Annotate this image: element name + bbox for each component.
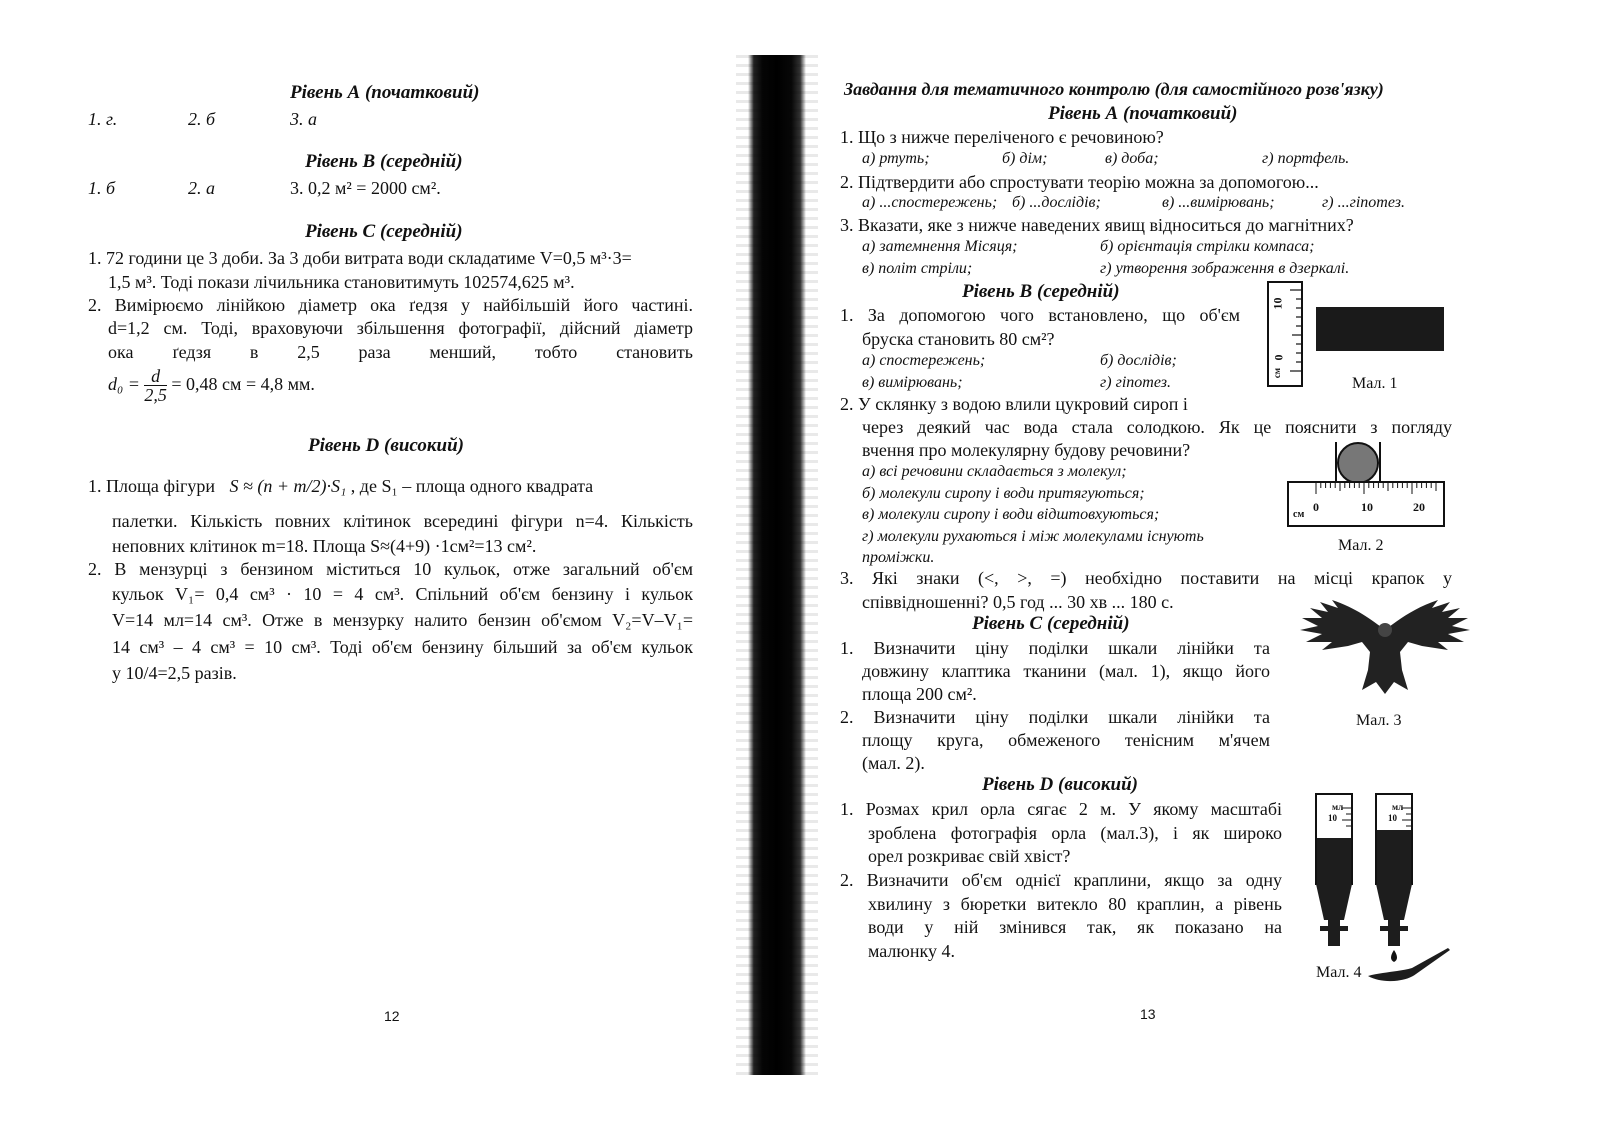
level-d-line-5: V=14 мл=14 см³. Отже в мензурку налито бензин об'ємом V₂=V–V₁=: [112, 610, 693, 630]
right-d-q2-line-2: хвилину з бюретки витекло 80 краплин, а рівень: [868, 894, 1282, 914]
right-b-q1-line-2: бруска становить 80 см²?: [862, 329, 1055, 349]
level-d-line-1: палетки. Кількість повних клітинок всередині фігури n=4. Кількість: [112, 511, 693, 531]
right-a-q2-opt-c: в) ...вимірювань;: [1162, 194, 1275, 211]
right-level-d-title: Рівень D (високий): [982, 774, 1138, 795]
right-c-q2-line-3: (мал. 2).: [862, 753, 925, 773]
fig1-label-bottom: 0: [1271, 354, 1286, 361]
right-level-b-title: Рівень В (середній): [962, 281, 1120, 302]
fig1-caption: Мал. 1: [1352, 375, 1398, 392]
right-d-q1-line-3: орел розкриває свій хвіст?: [868, 846, 1071, 866]
answer-b2: 2. а: [188, 178, 215, 198]
fig4-unit-1: мл: [1332, 802, 1344, 812]
right-a-q1-opt-b: б) дім;: [1002, 150, 1048, 167]
page-number-right: 13: [1140, 1006, 1156, 1022]
fig1-label-top: 10: [1270, 297, 1285, 310]
right-b-q3-line-2: співвідношенні? 0,5 год ... 30 хв ... 180 с.: [862, 592, 1174, 612]
fig2-ruler-drawing: [1286, 440, 1450, 530]
formula-d0-rhs: = 0,48 см = 4,8 мм.: [171, 374, 315, 394]
level-d-q1-end: , де S₁ – площа одного квадрата: [350, 476, 594, 496]
fig4-caption: Мал. 4: [1316, 964, 1362, 981]
right-b-q1-opt-d: г) гіпотез.: [1100, 374, 1171, 391]
right-d-q2-line-3: води у ній змінився так, як показано на: [868, 917, 1282, 937]
right-c-q1-line-3: площа 200 см².: [862, 684, 977, 704]
right-b-q2-opt-b: б) молекули сиропу і води притягуються;: [862, 485, 1145, 502]
formula-d0-fraction: [144, 367, 167, 404]
right-a-q2-opt-b: б) ...дослідів;: [1012, 194, 1101, 211]
page-right: [800, 0, 1600, 1133]
formula-d0: [108, 364, 315, 404]
level-c-line-1: 1. 72 години це 3 доби. За 3 доби витрата води складатиме V=0,5 м³·3=: [88, 248, 632, 268]
level-d-line-3: 2. В мензурці з бензином міститься 10 кульок, отже загальний об'єм: [88, 559, 693, 579]
level-b-title: Рівень В (середній): [305, 151, 463, 172]
fig2-tick-20: 20: [1413, 500, 1425, 514]
answer-a3: 3. а: [290, 109, 317, 129]
page-left: [0, 0, 760, 1133]
right-c-q1-line-2: довжину клаптика тканини (мал. 1), якщо його: [862, 661, 1270, 681]
fig2-tick-10: 10: [1361, 500, 1373, 514]
right-a-q1: 1. Що з нижче переліченого є речовиною?: [840, 127, 1164, 147]
right-a-q1-opt-a: а) ртуть;: [862, 150, 930, 167]
right-b-q2-line-1: 2. У склянку з водою влили цукровий сироп і: [840, 394, 1188, 414]
burette-drawing: [1272, 788, 1452, 988]
right-a-q3-opt-d: г) утворення зображення в дзеркалі.: [1100, 260, 1350, 277]
right-a-q3-opt-c: в) політ стріли;: [862, 260, 973, 277]
answer-b3: 3. 0,2 м² = 2000 см².: [290, 178, 441, 198]
right-a-q2: 2. Підтвердити або спростувати теорію можна за допомогою...: [840, 172, 1319, 192]
fig2-tick-0: 0: [1313, 500, 1319, 514]
right-a-q1-opt-c: в) доба;: [1105, 150, 1159, 167]
fig2-caption: Мал. 2: [1338, 537, 1384, 554]
right-a-q3-opt-a: а) затемнення Місяця;: [862, 238, 1018, 255]
right-c-q1-line-1: 1. Визначити ціну поділки шкали лінійки та: [840, 638, 1270, 658]
right-b-q2-line-2: через деякий час вода стала солодкою. Як це пояснити з погляду: [862, 417, 1452, 437]
right-b-q2-opt-d-cont: проміжки.: [862, 549, 935, 566]
right-a-q2-opt-d: г) ...гіпотез.: [1322, 194, 1405, 211]
right-level-a-title: Рівень А (початковий): [1048, 103, 1238, 124]
right-a-q3: 3. Вказати, яке з нижче наведених явищ відноситься до магнітних?: [840, 215, 1354, 235]
answer-b1: 1. б: [88, 178, 116, 198]
right-d-q1-line-2: зроблена фотографія орла (мал.3), і як широко: [868, 823, 1282, 843]
fig4-mark-2: 10: [1388, 813, 1397, 823]
level-c-line-5: ока ґедзя в 2,5 раза менший, тобто становить: [108, 342, 693, 362]
level-d-line-4: кульок V₁= 0,4 см³ · 10 = 4 см³. Спільний об'єм бензину і кульок: [112, 584, 693, 604]
level-d-q1-start: 1. Площа фігури: [88, 476, 216, 496]
right-a-q2-opt-a: а) ...спостережень;: [862, 194, 998, 211]
right-c-q2-line-2: площу круга, обмеженого тенісним м'ячем: [862, 730, 1270, 750]
level-d-q1-formula: S ≈ (n + m/2)·S₁: [229, 476, 347, 496]
fig1-unit: см: [1272, 367, 1283, 379]
right-b-q1-opt-a: а) спостережень;: [862, 352, 986, 369]
level-c-line-4: d=1,2 см. Тоді, враховуючи збільшення фотографії, дійсний діаметр: [108, 318, 693, 338]
level-a-title: Рівень А (початковий): [290, 82, 480, 103]
right-level-c-title: Рівень С (середній): [972, 613, 1130, 634]
right-b-q1-opt-c: в) вимірювань;: [862, 374, 963, 391]
right-b-q2-opt-c: в) молекули сиропу і води відштовхуються;: [862, 506, 1160, 523]
right-b-q3-line-1: 3. Які знаки (<, >, =) необхідно поставити на місці крапок у: [840, 568, 1452, 588]
right-b-q2-opt-d: г) молекули рухаються і між молекулами існують: [862, 528, 1204, 545]
answer-a2: 2. б: [188, 109, 216, 129]
formula-d0-lhs: d₀ =: [108, 374, 140, 394]
right-a-q1-opt-d: г) портфель.: [1262, 150, 1350, 167]
right-d-q2-line-4: малюнку 4.: [868, 941, 955, 961]
level-c-line-2: 1,5 м³. Тоді покази лічильника становитимуть 102574,625 м³.: [108, 272, 575, 292]
right-c-q2-line-1: 2. Визначити ціну поділки шкали лінійки та: [840, 707, 1270, 727]
fig4-unit-2: мл: [1392, 802, 1404, 812]
level-d-q1-line: [88, 470, 593, 502]
level-d-line-2: неповних клітинок m=18. Площа S≈(4+9) ·1см²=13 см².: [112, 536, 537, 556]
eagle-icon: [1292, 590, 1478, 700]
level-c-title: Рівень С (середній): [305, 221, 463, 242]
level-d-title: Рівень D (високий): [308, 435, 464, 456]
formula-d0-num: d: [144, 367, 167, 386]
right-b-q1-opt-b: б) дослідів;: [1100, 352, 1177, 369]
right-b-q2-opt-a: а) всі речовини складається з молекул;: [862, 463, 1127, 480]
right-header: Завдання для тематичного контролю (для самостійного розв'язку): [844, 79, 1384, 99]
right-b-q2-line-3: вчення про молекулярну будову речовини?: [862, 440, 1191, 460]
right-d-q2-line-1: 2. Визначити об'єм однієї краплини, якщо за одну: [840, 870, 1282, 890]
right-a-q3-opt-b: б) орієнтація стрілки компаса;: [1100, 238, 1315, 255]
fig3-caption: Мал. 3: [1356, 712, 1402, 729]
answer-a1: 1. г.: [88, 109, 118, 129]
fig2-unit: см: [1293, 509, 1305, 520]
page-number-left: 12: [384, 1008, 400, 1024]
book-gutter-shadow: [748, 55, 806, 1075]
level-d-line-6: 14 см³ – 4 см³ = 10 см³. Тоді об'єм бензину більший за об'єм кульок: [112, 637, 693, 657]
right-b-q1-line-1: 1. За допомогою чого встановлено, що об'єм: [840, 305, 1240, 325]
level-c-line-3: 2. Вимірюємо лінійкою діаметр ока ґедзя у найбільшій його частині.: [88, 295, 693, 315]
formula-d0-den: 2,5: [144, 385, 167, 406]
right-d-q1-line-1: 1. Розмах крил орла сягає 2 м. У якому масштабі: [840, 799, 1282, 819]
fig4-mark-1: 10: [1328, 813, 1337, 823]
level-d-line-7: у 10/4=2,5 разів.: [112, 663, 237, 683]
